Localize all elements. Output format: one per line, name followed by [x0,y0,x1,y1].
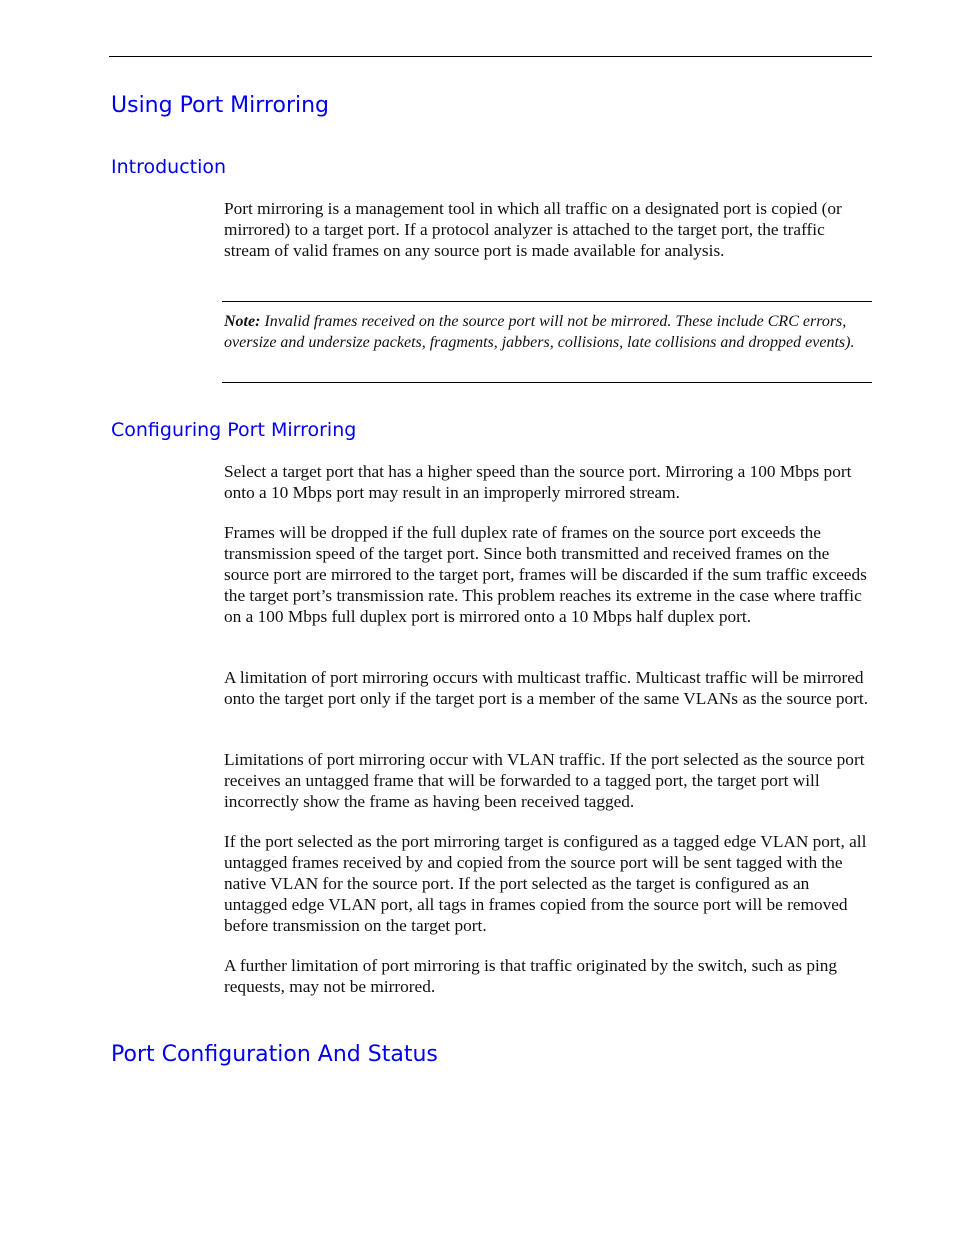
configuring-paragraph-6: A further limitation of port mirroring is that traffic originated by the switch, such as ping requests, may not be mirrored. [224,956,838,996]
note-label: Note: [224,313,261,330]
configuring-paragraph-5: If the port selected as the port mirroring target is configured as a tagged edge VLAN port, all untagged frames received by and copied from the source port will be sent tagged with the native VLAN for the source port. If the port selected as the target is configured as an untagged edge VLAN port, all tags in frames copied from the source port will be removed before transmission on the target port. [224,832,867,935]
configuring-paragraph-3: A limitation of port mirroring occurs with multicast traffic. Multicast traffic will be mirrored onto the target port only if the target port is a member of the same VLANs as the source port. [224,668,869,708]
note-box [222,301,872,383]
note-text [224,311,872,353]
configuring-paragraph-1: Select a target port that has a higher speed than the source port. Mirroring a 100 Mbps port onto a 10 Mbps port may result in an improperly mirrored stream. [224,462,852,502]
header-rule [109,56,872,57]
introduction-paragraph: Port mirroring is a management tool in which all traffic on a designated port is copied (or mirrored) to a target port. If a protocol analyzer is attached to the target port, the traffic stream of valid frames on any source port is made available for analysis. [224,199,842,260]
subsection-title-configuring-port-mirroring: Configuring Port Mirroring [111,419,357,441]
note-body: Invalid frames received on the source port will not be mirrored. These include CRC errors, oversize and undersize packets, fragments, jabbers, collisions, late collisions and dropped events). [224,313,855,351]
section-title-using-port-mirroring: Using Port Mirroring [111,93,330,118]
section-title-port-configuration-and-status: Port Configuration And Status [111,1042,438,1067]
configuring-paragraph-2: Frames will be dropped if the full duplex rate of frames on the source port exceeds the transmission speed of the target port. Since both transmitted and received frames on the source port are mirrored to the target port, frames will be discarded if the sum traffic exceeds the target port’s transmission rate. This problem reaches its extreme in the case where traffic on a 100 Mbps full duplex port is mirrored onto a 10 Mbps half duplex port. [224,523,867,626]
configuring-paragraph-4: Limitations of port mirroring occur with VLAN traffic. If the port selected as the source port receives an untagged frame that will be forwarded to a tagged port, the target port will incorrectly show the frame as having been received tagged. [224,750,865,811]
subsection-title-introduction: Introduction [111,156,227,178]
